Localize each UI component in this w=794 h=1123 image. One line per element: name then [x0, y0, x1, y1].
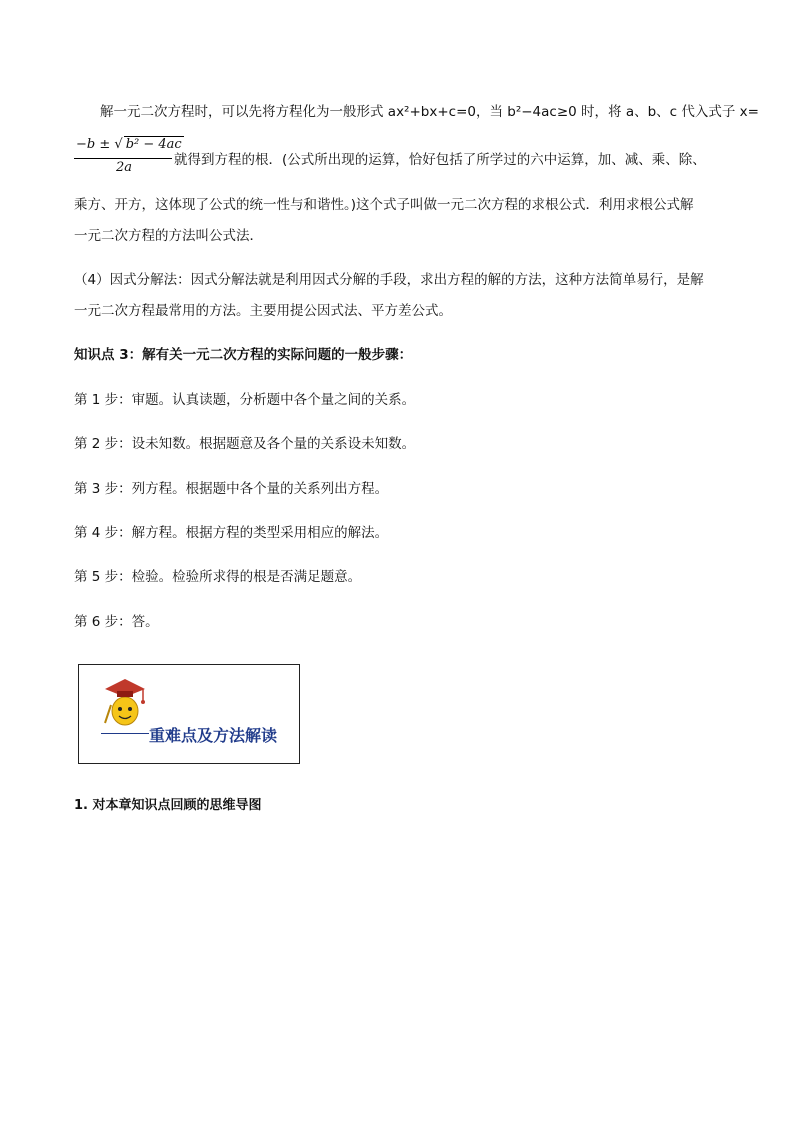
step-item: 第 1 步：审题。认真读题，分析题中各个量之间的关系。	[74, 392, 416, 408]
banner-title: 重难点及方法解读	[149, 726, 278, 745]
step-item: 第 5 步：检验。检验所求得的根是否满足题意。	[74, 569, 362, 585]
text-line: 一元二次方程的方法叫公式法．	[74, 228, 263, 244]
step-item: 第 6 步：答。	[74, 614, 159, 630]
text-line: 解一元二次方程时，可以先将方程化为一般形式 ax²+bx+c=0，当 b²−4ac≥0 时，将 a、b、c 代入式子 x=	[100, 104, 759, 120]
step-item: 第 3 步：列方程。根据题中各个量的关系列出方程。	[74, 481, 389, 497]
knowledge-point-3-heading: 知识点 3：解有关一元二次方程的实际问题的一般步骤：	[74, 347, 413, 363]
text-line: （4）因式分解法：因式分解法就是利用因式分解的手段，求出方程的解的方法，这种方法简单易行，是解	[74, 272, 704, 288]
text-line: 就得到方程的根．(公式所出现的运算，恰好包括了所学过的六中运算，加、减、乘、除、	[174, 152, 706, 168]
section-heading-mind-map: 1. 对本章知识点回顾的思维导图	[74, 798, 262, 813]
formula-denominator: 2a	[116, 160, 133, 175]
formula-numerator: −b ± √ b² − 4ac	[76, 137, 182, 152]
text-line: 一元二次方程最常用的方法。主要用提公因式法、平方差公式。	[74, 303, 452, 319]
step-item: 第 4 步：解方程。根据方程的类型采用相应的解法。	[74, 525, 389, 541]
scholar-mascot-icon	[103, 675, 147, 731]
step-item: 第 2 步：设未知数。根据题意及各个量的关系设未知数。	[74, 436, 416, 452]
text-line: 乘方、开方，这体现了公式的统一性与和谐性。)这个式子叫做一元二次方程的求根公式．利用求根公式解	[74, 197, 694, 213]
quadratic-formula	[74, 136, 182, 180]
section-banner	[78, 664, 300, 764]
fraction-bar	[74, 158, 172, 159]
banner-rule	[101, 733, 149, 734]
